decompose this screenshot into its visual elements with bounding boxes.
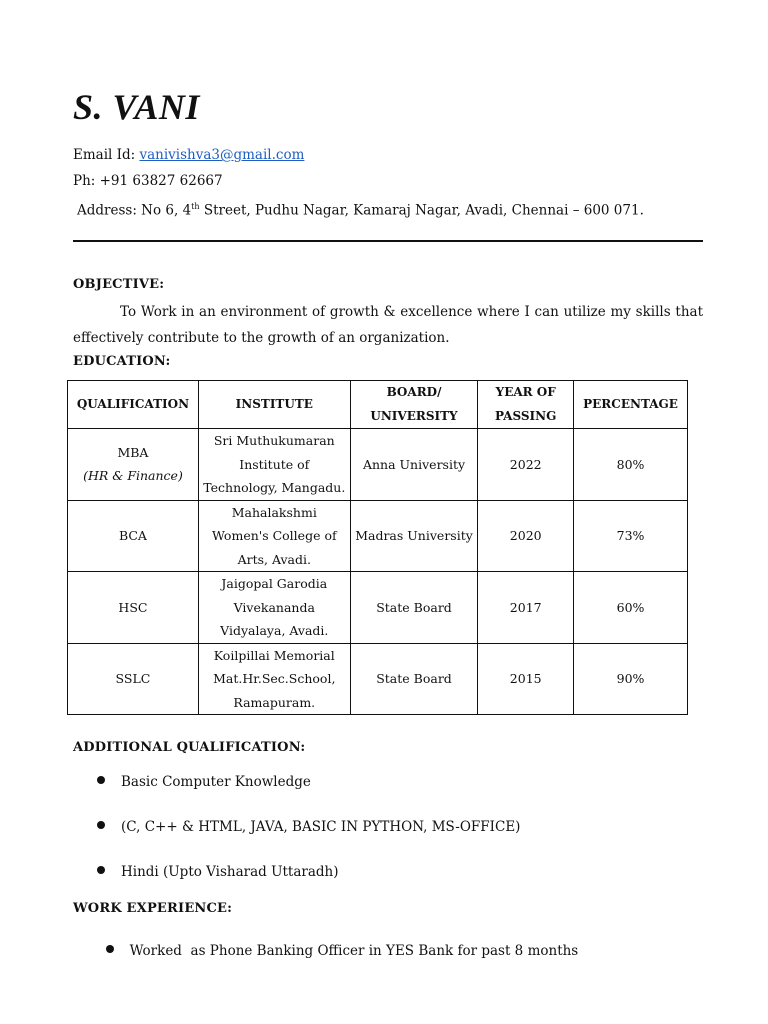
list-item-text: Worked as Phone Banking Officer in YES Bank for past 8 months [129, 943, 579, 959]
list-item [97, 927, 578, 959]
address-superscript: th [191, 202, 200, 211]
address-suffix: Street, Pudhu Nagar, Kamaraj Nagar, Avadi, Chennai – 600 071. [199, 202, 644, 219]
email-link[interactable]: vanivishva3@gmail.com [139, 147, 305, 163]
address-prefix: Address: No 6, 4 [77, 202, 192, 219]
column-header: BOARD/ UNIVERSITY [350, 381, 478, 429]
column-header: INSTITUTE [198, 381, 350, 429]
column-header: PERCENTAGE [574, 381, 688, 429]
institute-cell: Mahalakshmi Women's College of Arts, Avadi. [198, 500, 350, 572]
email-line [73, 146, 304, 164]
qualification-cell: HSC [68, 572, 199, 644]
objective-text: To Work in an environment of growth & excellence where I can utilize my skills that effectively contribute to the growth of an organization. [73, 304, 703, 346]
column-header: QUALIFICATION [68, 381, 199, 429]
year-cell: 2015 [478, 643, 574, 715]
list-item [97, 864, 338, 880]
list-item-text: Hindi (Upto Visharad Uttaradh) [121, 864, 339, 880]
header-divider [73, 240, 703, 242]
list-item-text: Basic Computer Knowledge [121, 774, 311, 790]
qualification-cell: SSLC [68, 643, 199, 715]
column-header: YEAR OF PASSING [478, 381, 574, 429]
additional-qualification-heading: ADDITIONAL QUALIFICATION: [73, 740, 306, 755]
qualification-name: MBA [117, 444, 149, 460]
year-cell: 2017 [478, 572, 574, 644]
year-cell: 2022 [478, 429, 574, 501]
qualification-cell [68, 429, 199, 501]
objective-heading: OBJECTIVE: [73, 277, 165, 292]
table-row [68, 429, 688, 501]
address-line [77, 198, 644, 220]
qualification-cell: BCA [68, 500, 199, 572]
bullet-icon [97, 821, 105, 829]
percentage-cell: 80% [574, 429, 688, 501]
bullet-icon [97, 866, 105, 874]
percentage-cell: 73% [574, 500, 688, 572]
table-row [68, 500, 688, 572]
phone-line: Ph: +91 63827 62667 [73, 173, 223, 189]
candidate-name: S. VANI [73, 87, 200, 127]
education-heading: EDUCATION: [73, 354, 171, 369]
work-experience-heading: WORK EXPERIENCE: [73, 901, 233, 916]
list-item [97, 774, 311, 790]
board-cell: Madras University [350, 500, 478, 572]
board-cell: State Board [350, 572, 478, 644]
percentage-cell: 60% [574, 572, 688, 644]
percentage-cell: 90% [574, 643, 688, 715]
institute-cell: Sri Muthukumaran Institute of Technology, Mangadu. [198, 429, 350, 501]
education-table [67, 380, 688, 715]
board-cell: State Board [350, 643, 478, 715]
institute-cell: Jaigopal Garodia Vivekananda Vidyalaya, Avadi. [198, 572, 350, 644]
institute-cell: Koilpillai Memorial Mat.Hr.Sec.School, Ramapuram. [198, 643, 350, 715]
list-item [97, 819, 520, 835]
table-row [68, 572, 688, 644]
board-cell: Anna University [350, 429, 478, 501]
qualification-specialization: (HR & Finance) [83, 468, 183, 484]
table-header-row [68, 381, 688, 429]
table-row [68, 643, 688, 715]
bullet-icon [106, 945, 114, 953]
bullet-icon [97, 776, 105, 784]
email-label: Email Id: [73, 147, 136, 163]
year-cell: 2020 [478, 500, 574, 572]
list-item-text: (C, C++ & HTML, JAVA, BASIC IN PYTHON, MS-OFFICE) [121, 819, 521, 835]
